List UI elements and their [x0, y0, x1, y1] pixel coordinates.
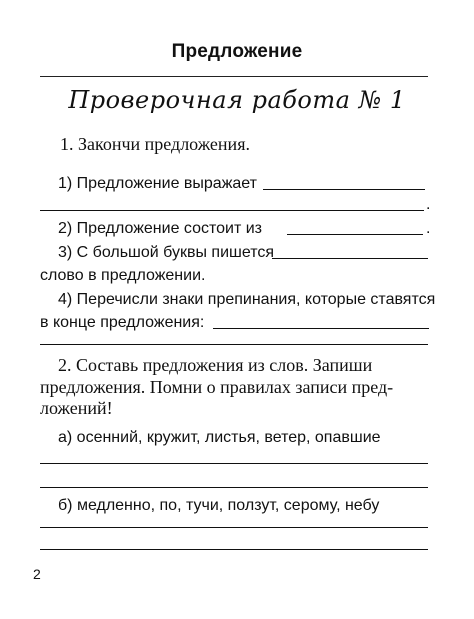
answer-line-2[interactable] — [287, 234, 423, 235]
task-2-item-a: а) осенний, кружит, листья, ветер, опавшие — [58, 429, 381, 446]
work-title: Проверочная работа № 1 — [68, 86, 406, 114]
task-1-item-3: 3) С большой буквы пишется — [58, 244, 275, 261]
task-2-heading-line-1: 2. Составь предложения из слов. Запиши — [58, 355, 373, 375]
task-1-item-3-continuation: слово в предложении. — [40, 267, 206, 284]
answer-line-4b[interactable] — [40, 344, 428, 345]
task-2-heading-line-2: предложения. Помни о правилах записи пред- — [40, 377, 394, 397]
answer-line-a1[interactable] — [40, 463, 428, 464]
task-2-heading-line-3: ложений! — [40, 398, 113, 418]
task-1-item-1: 1) Предложение выражает — [58, 175, 257, 192]
answer-line-b1[interactable] — [40, 527, 428, 528]
answer-period-1: . — [426, 196, 431, 213]
task-1-item-2: 2) Предложение состоит из — [58, 220, 263, 237]
header-rule — [40, 76, 428, 77]
answer-line-4a[interactable] — [213, 328, 429, 329]
page-title: Предложение — [171, 41, 303, 62]
answer-line-a2[interactable] — [40, 487, 428, 488]
answer-line-1b[interactable] — [40, 210, 424, 211]
answer-line-3[interactable] — [272, 258, 428, 259]
task-1-heading: 1. Закончи предложения. — [60, 134, 250, 154]
answer-line-b2[interactable] — [40, 549, 428, 550]
page-number: 2 — [33, 566, 41, 582]
answer-line-1a[interactable] — [263, 189, 425, 190]
task-1-item-4: 4) Перечисли знаки препинания, которые ставятся — [58, 291, 436, 308]
task-1-item-4-continuation: в конце предложения: — [40, 314, 205, 331]
answer-period-2: . — [426, 220, 431, 237]
task-2-item-b: б) медленно, по, тучи, ползут, серому, небу — [58, 497, 380, 514]
